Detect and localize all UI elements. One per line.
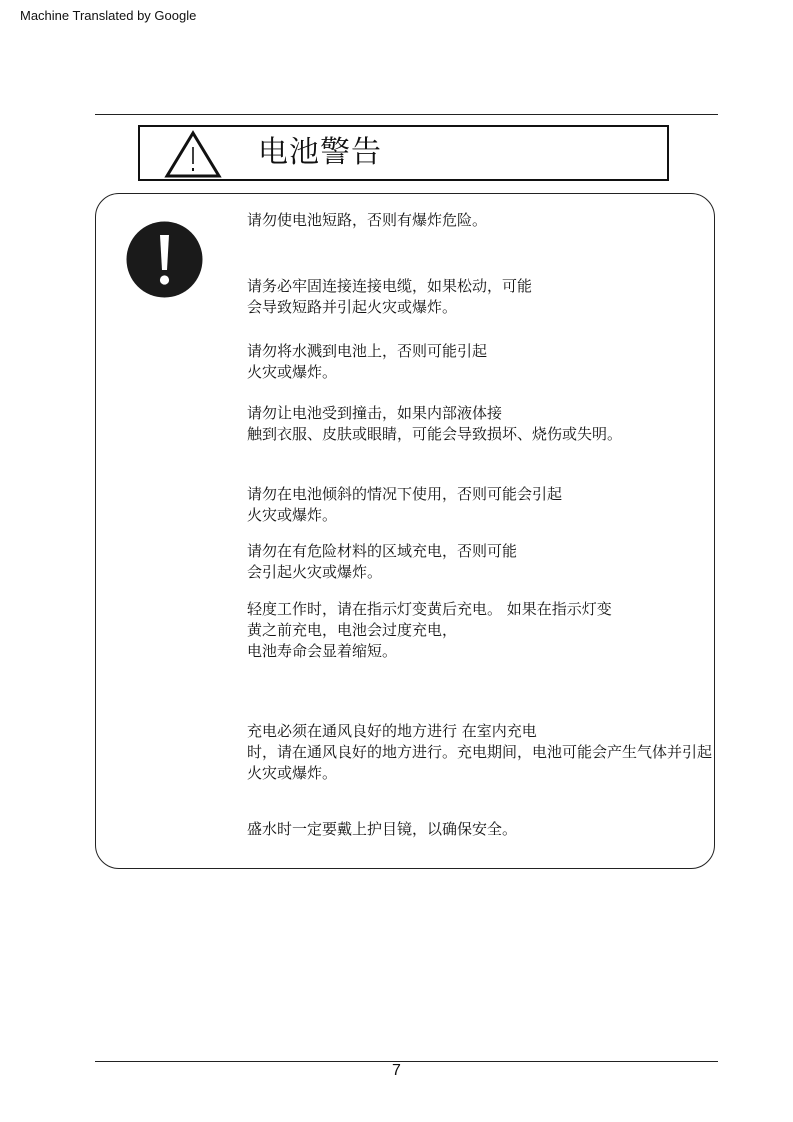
warning-triangle-icon [164, 130, 222, 178]
warning-line: 请务必牢固连接连接电缆，如果松动，可能 [247, 277, 533, 295]
title-box [138, 125, 669, 181]
warning-line: 火灾或爆炸。 [247, 506, 338, 524]
warning-line: 请勿让电池受到撞击，如果内部液体接 [247, 404, 503, 422]
warning-line: 请勿在电池倾斜的情况下使用，否则可能会引起 [247, 485, 563, 503]
top-rule [95, 114, 718, 115]
warning-line: 火灾或爆炸。 [247, 363, 338, 381]
warning-line: 盛水时一定要戴上护目镜，以确保安全。 [247, 820, 518, 838]
warning-item [247, 276, 532, 318]
warning-line: 请勿使电池短路，否则有爆炸危险。 [247, 211, 488, 229]
warning-item [247, 721, 712, 784]
warning-line: 充电必须在通风良好的地方进行 在室内充电 [247, 722, 537, 740]
warning-line: 触到衣服、皮肤或眼睛，可能会导致损坏、烧伤或失明。 [247, 425, 623, 443]
warning-item [247, 484, 562, 526]
warning-item [247, 341, 487, 383]
warning-line: 火灾或爆炸。 [247, 764, 338, 782]
machine-translated-label: Machine Translated by Google [20, 8, 197, 23]
warning-line: 请勿将水溅到电池上，否则可能引起 [247, 342, 488, 360]
warning-line: 会引起火灾或爆炸。 [247, 563, 383, 581]
warning-line: 时，请在通风良好的地方进行。充电期间，电池可能会产生气体并引起 [247, 743, 713, 761]
warning-line: 电池寿命会显着缩短。 [247, 642, 398, 660]
warning-item [247, 541, 517, 583]
warning-item [247, 210, 487, 231]
warning-line: 轻度工作时，请在指示灯变黄后充电。 如果在指示灯变 [247, 600, 612, 618]
page-number: 7 [392, 1062, 401, 1079]
page-title: 电池警告 [258, 135, 382, 170]
exclamation-circle-icon [126, 221, 203, 298]
warning-item [247, 599, 612, 662]
warning-line: 会导致短路并引起火灾或爆炸。 [247, 298, 458, 316]
warning-line: 请勿在有危险材料的区域充电，否则可能 [247, 542, 518, 560]
warning-item [247, 403, 622, 445]
warning-line: 黄之前充电，电池会过度充电， [247, 621, 458, 639]
warning-item [247, 819, 517, 840]
